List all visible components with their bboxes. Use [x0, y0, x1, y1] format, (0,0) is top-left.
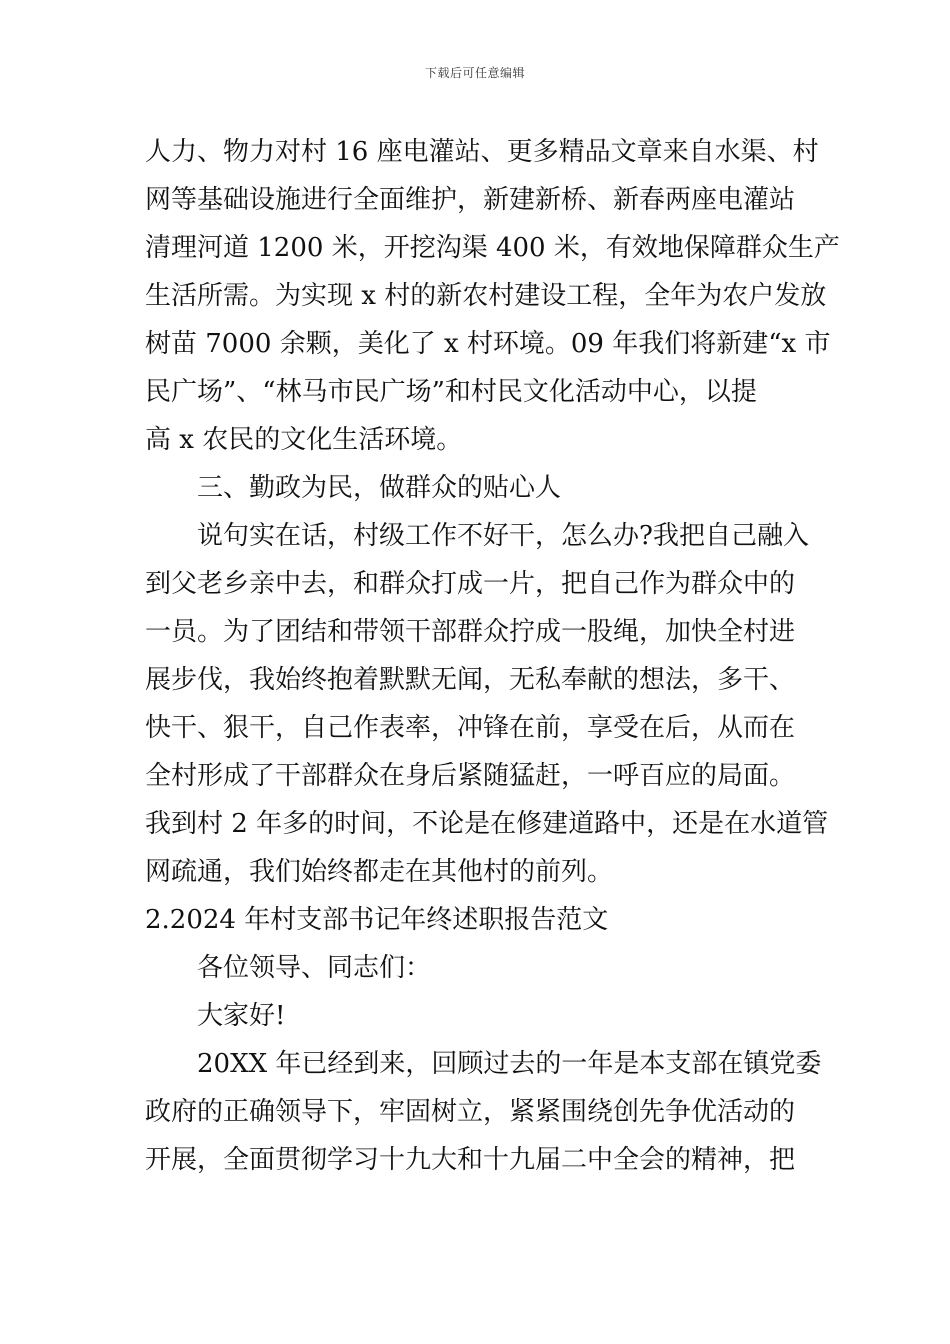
text-line: 生活所需。为实现 x 村的新农村建设工程，全年为农户发放 [145, 281, 827, 311]
text-line: 开展，全面贯彻学习十九大和十九届二中全会的精神，把 [145, 1145, 796, 1175]
page-header: 下载后可任意编辑 [424, 66, 525, 80]
text-line: 快干、狠干，自己作表率，冲锋在前，享受在后，从而在 [145, 713, 796, 743]
section-heading: 三、勤政为民，做群众的贴心人 [197, 473, 562, 503]
text-line: 我到村 2 年多的时间，不论是在修建道路中，还是在水道管 [145, 809, 829, 839]
greeting: 大家好! [197, 1001, 286, 1031]
text-line: 树苗 7000 余颗，美化了 x 村环境。09 年我们将新建“x 市 [145, 329, 831, 359]
text-line: 网等基础设施进行全面维护，新建新桥、新春两座电灌站 [145, 185, 796, 215]
text-line: 展步伐，我始终抱着默默无闻，无私奉献的想法，多干、 [145, 665, 796, 695]
document-body [145, 128, 840, 1184]
text-line: 说句实在话，村级工作不好干，怎么办?我把自己融入 [197, 521, 809, 551]
text-line: 清理河道 1200 米，开挖沟渠 400 米，有效地保障群众生产 [145, 233, 840, 263]
text-line: 一员。为了团结和带领干部群众拧成一股绳，加快全村进 [145, 617, 796, 647]
text-line: 人力、物力对村 16 座电灌站、更多精品文章来自水渠、村 [145, 137, 819, 167]
article-title: 2.2024 年村支部书记年终述职报告范文 [145, 905, 609, 935]
text-line: 20XX 年已经到来，回顾过去的一年是本支部在镇党委 [197, 1049, 822, 1079]
text-line: 到父老乡亲中去，和群众打成一片，把自己作为群众中的 [145, 569, 796, 599]
text-line: 高 x 农民的文化生活环境。 [145, 425, 463, 455]
text-line: 政府的正确领导下，牢固树立，紧紧围绕创先争优活动的 [145, 1097, 796, 1127]
text-line: 全村形成了干部群众在身后紧随猛赶，一呼百应的局面。 [145, 761, 796, 791]
text-line: 民广场”、“林马市民广场”和村民文化活动中心，以提 [145, 377, 757, 407]
text-line: 网疏通，我们始终都走在其他村的前列。 [145, 857, 614, 887]
salutation: 各位领导、同志们： [197, 953, 432, 983]
